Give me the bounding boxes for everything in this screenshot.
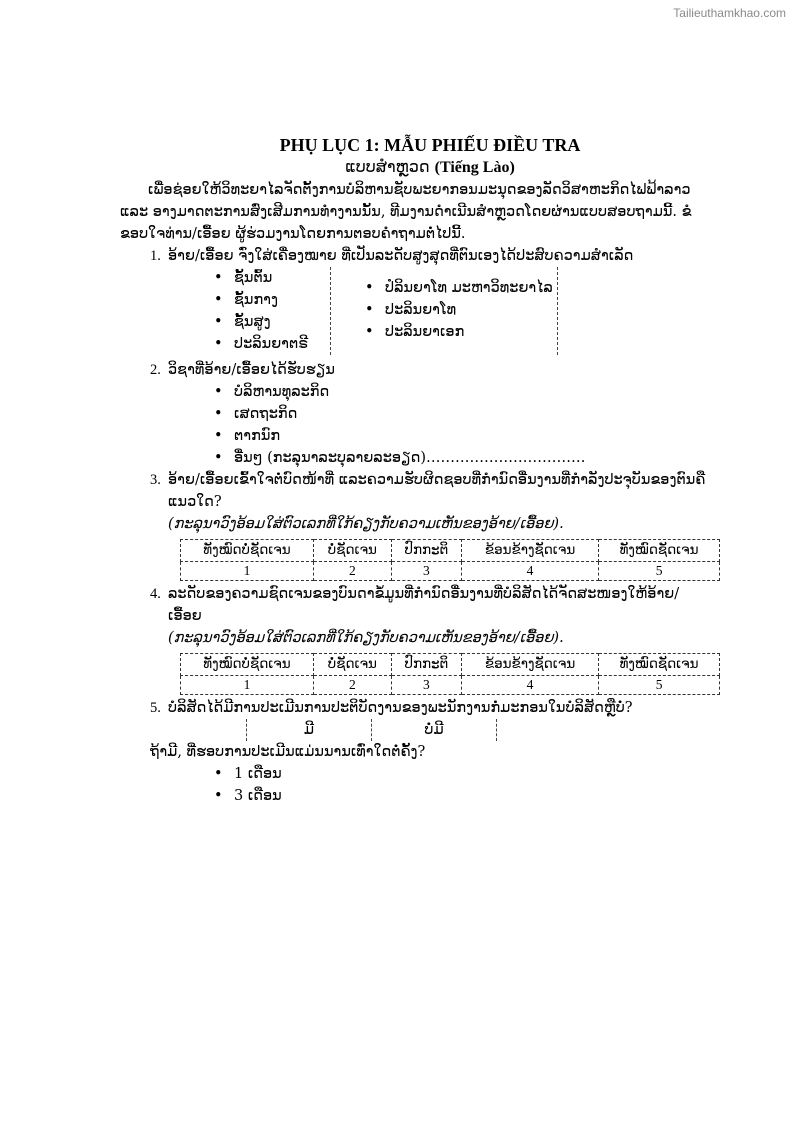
option[interactable]: • 1 ເດືອນ <box>210 763 710 785</box>
question-3 <box>150 469 710 535</box>
watermark: Tailieuthamkhao.com <box>673 6 786 20</box>
options-left <box>210 267 331 355</box>
question-2-options <box>210 381 710 469</box>
scale-header: ທັງໝົດບໍ່ຊັດເຈນ <box>181 654 314 676</box>
scale-header: ທັງໝົດຊັດເຈນ <box>599 654 720 676</box>
scale-value[interactable]: 5 <box>599 562 720 581</box>
question-number: 1. <box>150 248 161 264</box>
scale-value[interactable]: 2 <box>313 562 391 581</box>
subtitle-language: (Tiếng Lào) <box>434 159 515 176</box>
scale-header: ປົກກະຕິ <box>391 654 461 676</box>
option[interactable]: • ປະລິນຍາເອກ <box>361 321 557 343</box>
scale-header: ຂ້ອນຂ້າງຊັດເຈນ <box>461 540 598 562</box>
page-subtitle <box>150 156 710 179</box>
intro-paragraph: ເພື່ອຊ່ອຍໃຫ້ວິທະຍາໄລຈັດຕັ້ງການບໍລິຫານຊັບພະຍາກອນມະນຸດຂອງລັດວິສາຫະກິດໄຟຟ້າລາວ ແລະ ອາງມາດຕະການສົ່ງເສີມການທໍາງານນັ້ນ, ທີມງານດໍາເນີນສໍາຫຼວດໂດຍຜ່ານແບບສອບຖາມນີ້. ຂໍຂອບໃຈທ່ານ/ເອື້ອຍ ຜູ້ຮ່ວມງານໂດຍການຕອບຄໍາຖາມຕໍ່ໄປນີ້. <box>120 182 692 242</box>
scale-header: ບໍ່ຊັດເຈນ <box>313 654 391 676</box>
question-number: 5. <box>150 700 161 716</box>
options-right <box>331 267 558 355</box>
question-1 <box>150 245 710 267</box>
subtitle-lao: ແບບສໍາຫຼວດ <box>345 157 430 176</box>
question-text: ວິຊາທີ່ອ້າຍ/ເອື້ອຍໄດ້ຮັບຮຽນ <box>168 362 335 378</box>
question-text: ລະດັບຂອງຄວາມຊົດເຈນຂອງບົນດາຂໍ້ມູນທີ່ກໍານົດອື່ນງານທີ່ບໍລິສັດໄດ້ຈັດສະໜອງໃຫ້ອ້າຍ/ເອື້ອຍ <box>168 586 680 624</box>
question-number: 4. <box>150 586 161 602</box>
option[interactable]: • ປະລິນຍາໂທ <box>361 299 557 321</box>
option[interactable]: • ຊັ້ນຕົ້ນ <box>210 267 330 289</box>
scale-value[interactable]: 1 <box>181 562 314 581</box>
yes-no-options <box>246 719 710 741</box>
scale-value[interactable]: 4 <box>461 562 598 581</box>
rating-scale-table <box>180 653 720 695</box>
document-page <box>120 134 710 807</box>
option[interactable]: • ອື່ນໆ (ກະລຸນາລະບຸລາຍລະອຽດ)…………………………… <box>210 447 710 469</box>
option[interactable]: • ຊັ້ນສູງ <box>210 311 330 333</box>
question-note: (ກະລຸນາວົງອ້ອມໃສ່ຕົວເລກທີ່ໃກ້ຄຽງກັບຄວາມເຫັນຂອງອ້າຍ/ເອື້ອຍ). <box>168 516 564 532</box>
option[interactable]: • ຕາກນົກ <box>210 425 710 447</box>
rating-scale-table <box>180 539 720 581</box>
scale-value[interactable]: 3 <box>391 562 461 581</box>
option-yes[interactable]: ມີ <box>246 719 372 741</box>
question-5-options <box>210 763 710 807</box>
scale-value[interactable]: 2 <box>313 676 391 695</box>
scale-header: ບໍ່ຊັດເຈນ <box>313 540 391 562</box>
question-number: 3. <box>150 472 161 488</box>
scale-value[interactable]: 3 <box>391 676 461 695</box>
question-2 <box>150 359 710 381</box>
scale-value[interactable]: 1 <box>181 676 314 695</box>
question-text: ບໍລິສັດໄດ້ມີການປະເມີນການປະຕິບັດງານຂອງພະນັກງານກໍ່ມະກອນໃນບໍລິສັດຫຼືບໍ່? <box>168 700 633 716</box>
page-title: PHỤ LỤC 1: MẪU PHIẾU ĐIỀU TRA <box>279 135 581 155</box>
scale-value[interactable]: 5 <box>599 676 720 695</box>
option[interactable]: • 3 ເດືອນ <box>210 785 710 807</box>
option[interactable]: • ເສດຖະກິດ <box>210 403 710 425</box>
scale-header: ຂ້ອນຂ້າງຊັດເຈນ <box>461 654 598 676</box>
question-1-options <box>210 267 710 355</box>
scale-header: ທັງໝົດຊັດເຈນ <box>599 540 720 562</box>
option[interactable]: • ຊັ້ນກາງ <box>210 289 330 311</box>
question-number: 2. <box>150 362 161 378</box>
followup-question: ຖ້າມີ, ທີ່ຮອບການປະເມີນແມ່ນນານເທົ່າໃດຕໍ່ຄັ້ງ? <box>150 744 426 760</box>
scale-value[interactable]: 4 <box>461 676 598 695</box>
scale-header: ປົກກະຕິ <box>391 540 461 562</box>
option[interactable]: • ບໍລິຫານທຸລະກິດ <box>210 381 710 403</box>
question-text: ອ້າຍ/ເອື້ອຍ ຈົ່ງໃສ່ເຄື່ອງໝາຍ ທີ່ເປັນລະດັບສູງສຸດທີ່ຕົນເອງໄດ້ປະສົບຄວາມສໍາເລັດ <box>168 248 634 264</box>
scale-header: ທັງໝົດບໍ່ຊັດເຈນ <box>181 540 314 562</box>
question-4 <box>150 583 710 649</box>
question-text: ອ້າຍ/ເອື້ອຍເຂົ້າໃຈຕໍ່ບົດໜ້າທີ່ ແລະຄວາມຮັບຜິດຊອບທີ່ກໍານົດອື່ນງານທີ່ກໍາລັງປະຈຸບັນຂອງຕົນຄືແນວໃດ? <box>168 472 706 510</box>
question-note: (ກະລຸນາວົງອ້ອມໃສ່ຕົວເລກທີ່ໃກ້ຄຽງກັບຄວາມເຫັນຂອງອ້າຍ/ເອື້ອຍ). <box>168 630 564 646</box>
question-5 <box>150 697 710 719</box>
option-no[interactable]: ບໍ່ມີ <box>372 719 497 741</box>
option[interactable]: • ປະລິນຍາຕຣີ <box>210 333 330 355</box>
option[interactable]: • ປໍລິນຍາໂທ ມະຫາວິທະຍາໄລ <box>361 277 557 299</box>
